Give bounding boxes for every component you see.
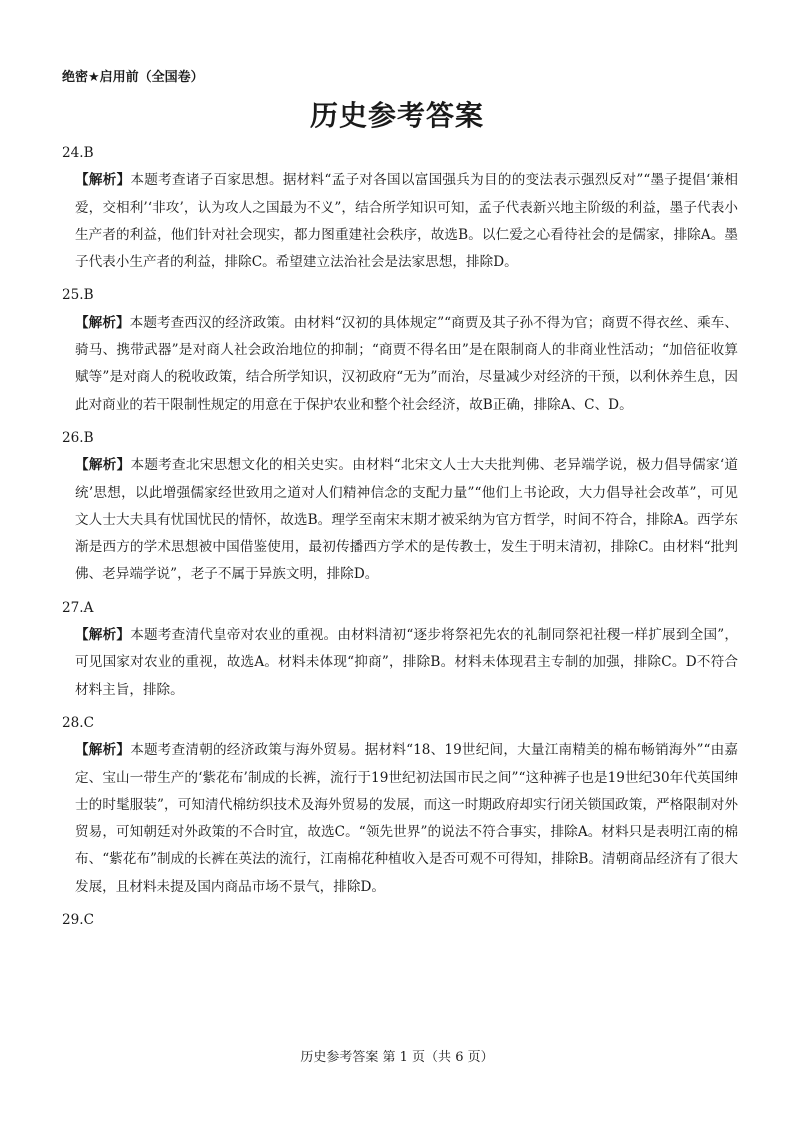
confidential-label: 绝密★启用前（全国卷） (62, 70, 204, 85)
answer-analysis (62, 452, 738, 588)
answer-item (62, 282, 738, 418)
answer-item (62, 907, 738, 934)
analysis-tag: 【解析】 (75, 457, 131, 474)
analysis-tag: 【解析】 (75, 172, 131, 189)
answer-number: 25.B (62, 287, 94, 304)
answer-number: 27.A (62, 599, 94, 616)
analysis-tag: 【解析】 (75, 742, 131, 759)
answer-number: 24.B (62, 145, 94, 161)
answer-number: 29.C (62, 912, 95, 929)
answer-analysis (62, 737, 738, 901)
analysis-text: 本题考查诸子百家思想。据材料“孟子对各国以富国强兵为目的的变法表示强烈反对”“墨子提倡‘兼相爱，交相利’‘非攻’，认为攻人之国最为不义”，结合所学知识可知，孟子代表新兴地主阶级的利益，墨子代表小生产者的利益，他们针对社会现实，都力图重建社会秩序，故选B。以仁爱之心看待社会的是儒家，排除A。墨子代表小生产者的利益，排除C。希望建立法治社会是法家思想，排除D。 (75, 172, 738, 271)
analysis-tag: 【解析】 (75, 627, 131, 644)
answer-analysis (62, 167, 738, 276)
answer-item (62, 595, 738, 704)
answer-analysis (62, 622, 738, 704)
answer-number: 28.C (62, 714, 95, 731)
analysis-text: 本题考查北宋思想文化的相关史实。由材料“北宋文人士大夫批判佛、老异端学说，极力倡导儒家‘道统’思想，以此增强儒家经世致用之道对人们精神信念的支配力量”“他们上书论政，大力倡导社会改革”，可见文人士大夫具有忧国忧民的情怀，故选B。理学至南宋末期才被采纳为官方哲学，时间不符合，排除A。西学东渐是西方的学术思想被中国借鉴使用，最初传播西方学术的是传教士，发生于明末清初，排除C。由材料“批判佛、老异端学说”，老子不属于异族文明，排除D。 (75, 457, 738, 583)
answer-number: 26.B (62, 429, 94, 446)
answer-item (62, 710, 738, 901)
answer-item (62, 140, 738, 276)
page-footer: 历史参考答案 第 1 页（共 6 页） (300, 1050, 494, 1065)
answer-item (62, 425, 738, 589)
analysis-tag: 【解析】 (75, 314, 130, 331)
analysis-text: 本题考查西汉的经济政策。由材料“汉初的具体规定”“商贾及其子孙不得为官；商贾不得衣丝、乘车、骑马、携带武器”是对商人社会政治地位的抑制；“商贾不得名田”是在限制商人的非商业性活动；“加倍征收算赋等”是对商人的税收政策，结合所学知识，汉初政府“无为”而治，尽量减少对经济的干预，以利休养生息，因此对商业的若干限制性规定的用意在于保护农业和整个社会经济，故B正确，排除A、C、D。 (75, 314, 738, 413)
analysis-text: 本题考查清代皇帝对农业的重视。由材料清初“逐步将祭祀先农的礼制同祭祀社稷一样扩展到全国”，可见国家对农业的重视，故选A。材料未体现“抑商”，排除B。材料未体现君主专制的加强，排除C。D不符合材料主旨，排除。 (75, 627, 738, 698)
analysis-text: 本题考查清朝的经济政策与海外贸易。据材料“18、19世纪间，大量江南精美的棉布畅销海外”“由嘉定、宝山一带生产的‘紫花布’制成的长裤，流行于19世纪初法国市民之间”“这种裤子也是19世纪30年代英国绅士的时髦服装”，可知清代棉纺织技术及海外贸易的发展，而这一时期政府却实行闭关锁国政策，严格限制对外贸易，可知朝廷对外政策的不合时宜，故选C。“领先世界”的说法不符合事实，排除A。材料只是表明江南的棉布、“紫花布”制成的长裤在英法的流行，江南棉花种植收入是否可观不可得知，排除B。清朝商品经济有了很大发展，且材料未提及国内商品市场不景气，排除D。 (75, 742, 738, 895)
answer-analysis (62, 310, 738, 419)
answer-list (62, 140, 738, 940)
page-title: 历史参考答案 (309, 99, 484, 132)
